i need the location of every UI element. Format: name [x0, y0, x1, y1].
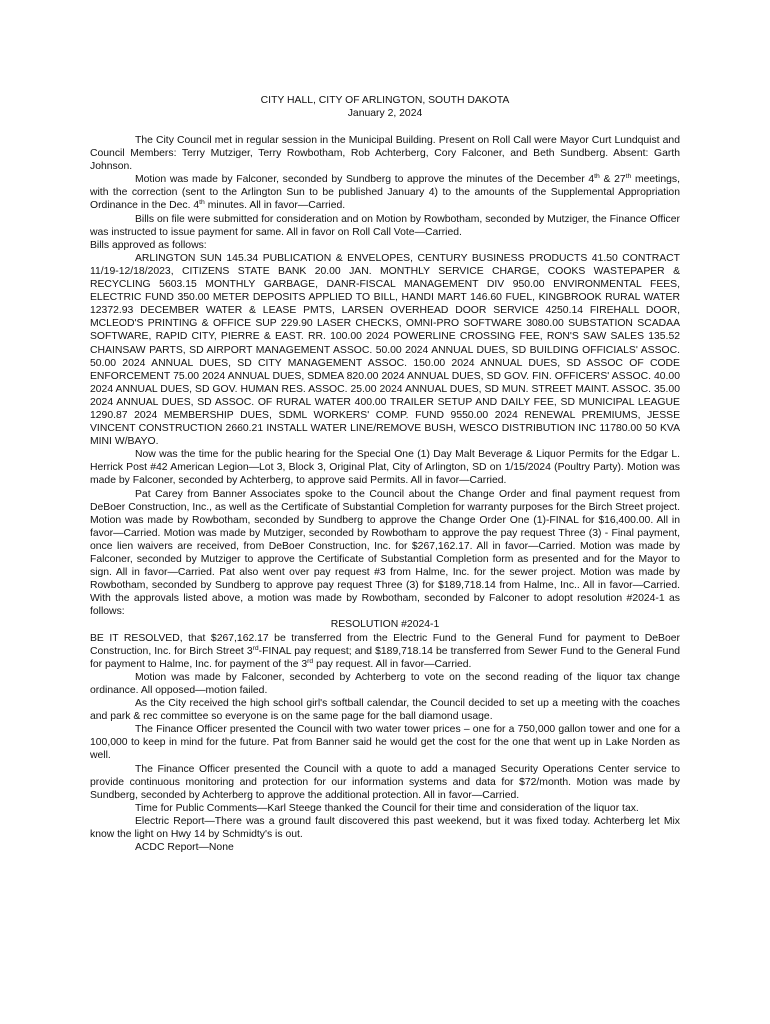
- text-run: pay request. All in favor—Carried.: [313, 658, 472, 670]
- water-tower-paragraph: The Finance Officer presented the Council with two water tower prices – one for a 750,000 gallon tower and one for a 100,000 to keep in mind for the future. Pat from Banner said he would get the cost for the one that went up in Lake Norden as well.: [90, 724, 680, 762]
- public-comments-paragraph: Time for Public Comments—Karl Steege thanked the Council for their time and consideration of the liquor tax.: [135, 802, 639, 814]
- resolution-title: RESOLUTION #2024-1: [330, 619, 440, 631]
- text-run: Motion was made by Falconer, seconded by Sundberg to approve the minutes of the December 4: [135, 174, 595, 186]
- document-title: CITY HALL, CITY OF ARLINGTON, SOUTH DAKOTA: [260, 95, 510, 106]
- electric-report-paragraph: Electric Report—There was a ground fault discovered this past weekend, but it was fixed today. Achterberg let Mix know the light on Hwy 14 by Schmidty's is out.: [90, 815, 680, 840]
- minutes-approval-paragraph: [90, 173, 680, 212]
- superscript: th: [625, 173, 632, 181]
- text-run: meetings, with the correction (sent to the Arlington Sun to be published January 4) to the amounts of the Supplemental Appropriation Ordinance in the Dec. 4: [90, 174, 680, 212]
- superscript: rd: [307, 657, 314, 665]
- acdc-report-paragraph: ACDC Report—None: [135, 842, 234, 854]
- text-run: minutes. All in favor—Carried.: [204, 200, 346, 212]
- minutes-body: [90, 134, 680, 854]
- meeting-date: January 2, 2024: [347, 108, 423, 119]
- superscript: th: [199, 199, 205, 207]
- security-paragraph: The Finance Officer presented the Council with a quote to add a managed Security Operations Center service to provide continuous monitoring and protection for our information systems and data for $72/month. Motion was made by Sundberg, seconded by Achterberg to approve the additional protection. All in favor—Carried.: [90, 763, 680, 801]
- superscript: rd: [252, 644, 259, 652]
- liquor-tax-paragraph: Motion was made by Falconer, seconded by Achterberg to vote on the second reading of the liquor tax change ordinance. All opposed—motion failed.: [90, 671, 680, 696]
- bills-list: ARLINGTON SUN 145.34 PUBLICATION & ENVELOPES, CENTURY BUSINESS PRODUCTS 41.50 CONTRACT 11/19-12/18/2023, CITIZENS STATE BANK 20.00 JAN. MONTHLY SERVICE CHARGE, COOKS WASTEPAPER & RECYCLING 5603.15 MONTHLY GARBAGE, DANR-FISCAL MANAGEMENT DIV 950.00 ENVIRONMENTAL FEES, ELECTRIC FUND 350.00 METER DEPOSITS APPLIED TO BILL, HANDI MART 146.60 FUEL, KINGBROOK RURAL WATER 12372.93 DECEMBER WATER & LEASE PMTS, LARSEN OVERHEAD DOOR SERVICE 4250.14 FIREHALL DOOR, MCLEOD'S PRINTING & OFFICE SUP 229.90 LASER CHECKS, OMNI-PRO SOFTWARE 3080.00 SUBSTATION SCADAA SOFTWARE, RAPID CITY, PIERRE & EAST. RR. 100.00 2024 POWERLINE CROSSING FEE, RON'S SAW SALES 135.52 CHAINSAW PARTS, SD AIRPORT MANAGEMENT ASSOC. 50.00 2024 ANNUAL DUES, SD BUILDING OFFICIALS' ASSOC. 50.00 2024 ANNUAL DUES, SD CITY MANAGEMENT ASSOC. 150.00 2024 ANNUAL DUES, SD ASSOC OF CODE ENFORCEMENT 75.00 2024 ANNUAL DUES, SDMEA 820.00 2024 ANNUAL DUES, SD GOV. FIN. OFFICERS' ASSOC. 40.00 2024 ANNUAL DUES, SD GOV. HUMAN RES. ASSOC. 25.00 2024 ANNUAL DUES, SD MUN. STREET MAINT. ASSOC. 35.00 2024 ANNUAL DUES, SD ASSOC. OF RURAL WATER 400.00 TRAILER SETUP AND DAILY FEE, SD MUNICIPAL LEAGUE 1290.87 2024 MEMBERSHIP DUES, SDML WORKERS' COMP. FUND 9550.00 2024 RENEWAL PREMIUMS, JESSE VINCENT CONSTRUCTION 2660.21 INSTALL WATER LINE/REMOVE BUSH, WESCO DISTRIBUTION INC 11780.00 50 KVA MINI W/BAYO.: [90, 252, 680, 448]
- text-run: BE IT RESOLVED, that $267,162.17 be transferred from the Electric Fund to the General Fund for payment to DeBoer Construction, Inc. for Birch Street 3: [90, 632, 680, 657]
- roll-call-paragraph: The City Council met in regular session in the Municipal Building. Present on Roll Call were Mayor Curt Lundquist and Council Members: Terry Mutziger, Terry Rowbotham, Rob Achterberg, Cory Falconer, and Beth Sundberg. Absent: Garth Johnson.: [90, 135, 680, 173]
- softball-paragraph: As the City received the high school girl's softball calendar, the Council decided to set up a meeting with the coaches and park & rec committee so everyone is on the same page for the ball diamond usage.: [90, 698, 680, 723]
- superscript: th: [594, 173, 600, 181]
- permit-hearing-paragraph: Now was the time for the public hearing for the Special One (1) Day Malt Beverage & Liquor Permits for the Edgar L. Herrick Post #42 American Legion—Lot 3, Block 3, Original Plat, City of Arlington, SD on 1/15/2024 (Poultry Party). Motion was made by Falconer, seconded by Achterberg, to approve said Permits. All in favor—Carried.: [90, 449, 680, 487]
- birch-street-paragraph: Pat Carey from Banner Associates spoke to the Council about the Change Order and final payment request from DeBoer Construction, Inc., as well as the Certificate of Substantial Completion for warranty purposes for the Birch Street project. Motion was made by Rowbotham, seconded by Sundberg to approve the Change Order One (1)-FINAL for $16,400.00. All in favor—Carried. Motion was made by Mutziger, seconded by Rowbotham to approve the pay request Three (3) - Final payment, once lien waivers are received, from DeBoer Construction, Inc. for $267,162.17. All in favor—Carried. Motion was made by Falconer, seconded by Mutziger to approve the Certificate of Substantial Completion form as presented and for the Mayor to sign. All in favor—Carried. Pat also went over pay request #3 from Halme, Inc. for the sewer project. Motion was made by Rowbotham, seconded by Sundberg to approve pay request Three (3) for $189,718.14 from Halme, Inc.. All in favor—Carried. With the approvals listed above, a motion was made by Rowbotham, seconded by Falconer to adopt resolution #2024-1 as follows:: [90, 488, 680, 618]
- bills-heading: Bills approved as follows:: [90, 239, 207, 251]
- text-run: -FINAL pay request; and $189,718.14 be transferred from Sewer Fund to the General Fund for payment to Halme, Inc. for payment of the 3: [90, 645, 680, 670]
- bills-motion-paragraph: Bills on file were submitted for consideration and on Motion by Rowbotham, seconded by Mutziger, the Finance Officer was instructed to issue payment for same. All in favor on Roll Call Vote—Carried.: [90, 213, 680, 238]
- text-run: & 27: [599, 174, 626, 186]
- resolution-text: [90, 632, 680, 671]
